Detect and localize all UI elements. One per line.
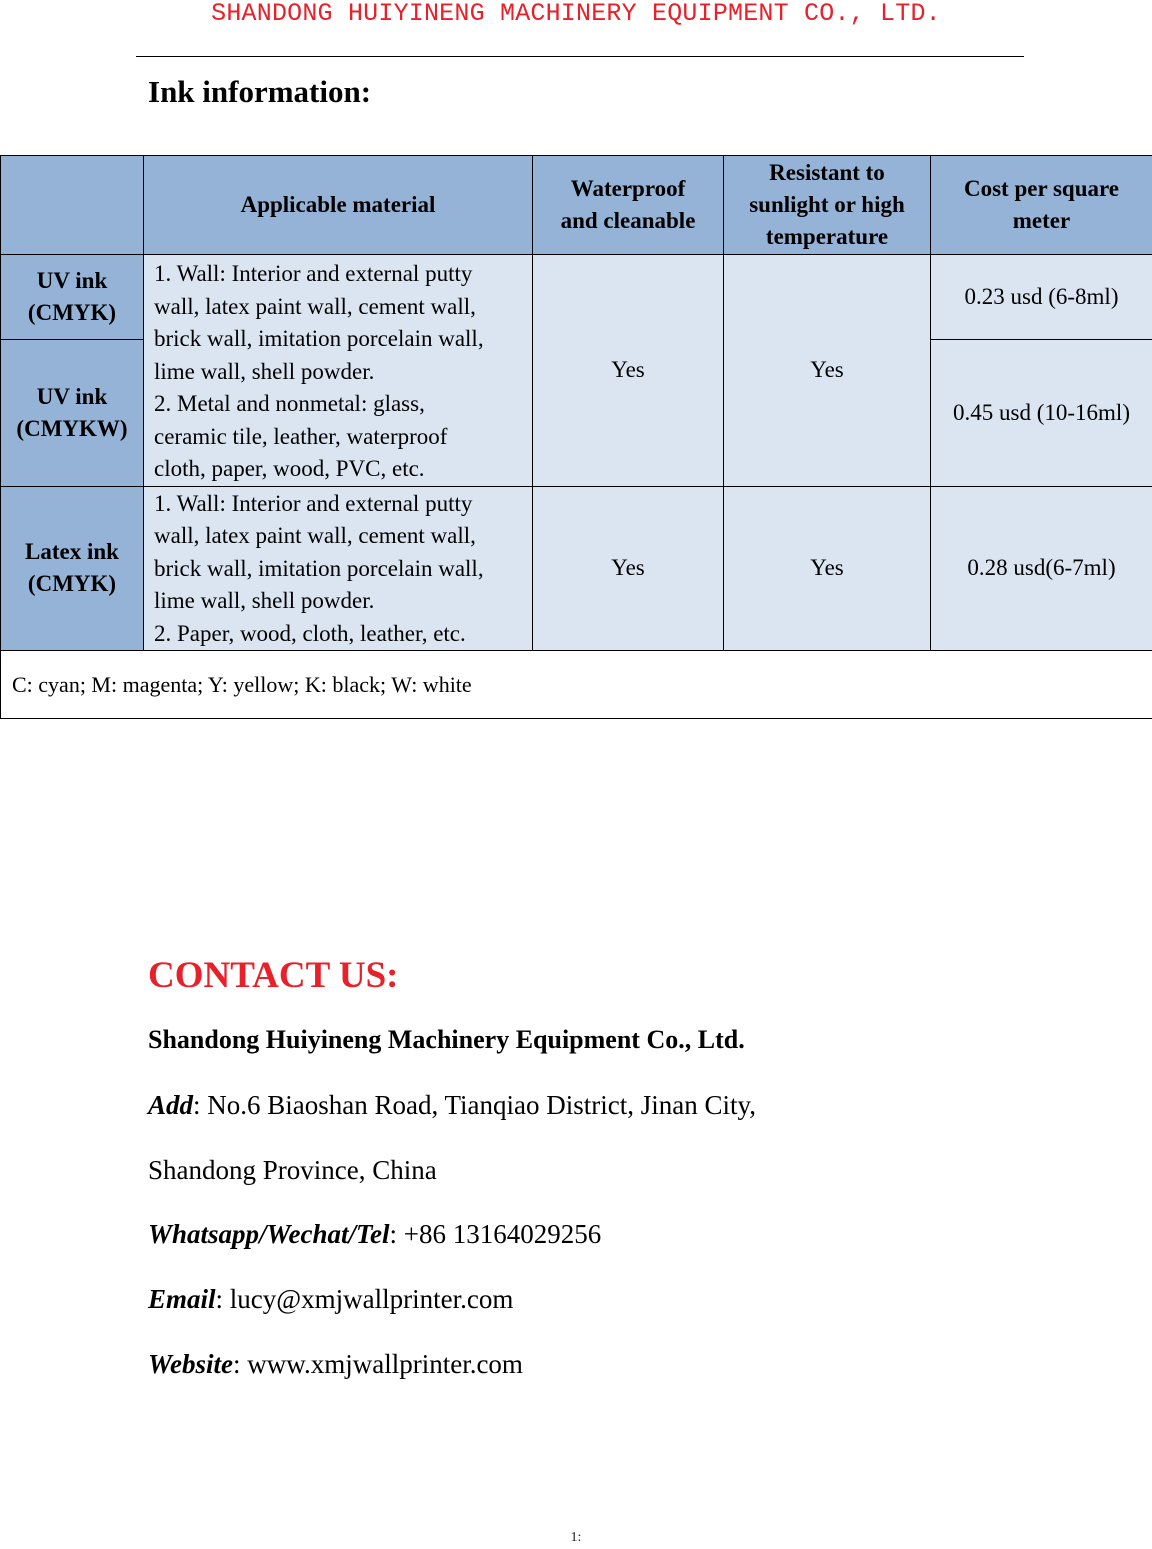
- header-waterproof: [533, 156, 724, 255]
- latex-applicable-material: [144, 486, 533, 651]
- section-title: Ink information:: [148, 74, 372, 109]
- uv-cmyk-cost: 0.23 usd (6-8ml): [931, 255, 1152, 340]
- address-label: Add: [148, 1090, 194, 1120]
- material-line: cloth, paper, wood, PVC, etc.: [154, 456, 425, 481]
- material-line: brick wall, imitation porcelain wall,: [154, 326, 484, 351]
- material-line: brick wall, imitation porcelain wall,: [154, 555, 484, 581]
- header-waterproof-line: and cleanable: [560, 208, 696, 233]
- header-applicable-material-text: Applicable material: [240, 192, 436, 217]
- uv-cmykw-cost: 0.45 usd (10-16ml): [931, 339, 1152, 486]
- uv-resistant: Yes: [724, 255, 931, 487]
- address-line-2: Shandong Province, China: [148, 1155, 437, 1185]
- table-note-row: [1, 651, 1152, 719]
- row-label-line: (CMYK): [27, 299, 117, 325]
- material-line: 2. Paper, wood, cloth, leather, etc.: [154, 620, 466, 646]
- material-line: 1. Wall: Interior and external putty: [154, 490, 473, 516]
- material-line: lime wall, shell powder.: [154, 588, 375, 613]
- header-resistant: [724, 156, 931, 255]
- uv-waterproof: Yes: [533, 255, 724, 487]
- header-cost-line: Cost per square: [963, 176, 1120, 201]
- material-line: wall, latex paint wall, cement wall,: [154, 523, 476, 548]
- row-label-line: Latex ink: [25, 539, 119, 565]
- header-resistant-line: sunlight or high: [749, 192, 905, 217]
- contact-website: [148, 1349, 523, 1380]
- contact-address: [148, 1090, 756, 1121]
- header-waterproof-line: Waterproof: [570, 176, 686, 201]
- row-label-uv-cmyk: [1, 255, 144, 340]
- uv-applicable-material: [144, 255, 533, 487]
- contact-phone: [148, 1219, 601, 1250]
- material-line: ceramic tile, leather, waterproof: [154, 423, 448, 449]
- material-line: 1. Wall: Interior and external putty: [154, 261, 473, 286]
- contact-heading: CONTACT US:: [148, 955, 399, 996]
- color-legend-note: C: cyan; M: magenta; Y: yellow; K: black; W: white: [1, 651, 1152, 719]
- header-cost: [931, 156, 1152, 255]
- row-label-line: UV ink: [36, 383, 108, 409]
- header-divider: [136, 56, 1024, 57]
- material-line: lime wall, shell powder.: [154, 358, 375, 384]
- header-applicable-material: [144, 156, 533, 255]
- contact-email: [148, 1284, 513, 1315]
- header-cost-line: meter: [1012, 208, 1071, 233]
- phone-value: : +86 13164029256: [389, 1219, 602, 1249]
- phone-label: Whatsapp/Wechat/Tel: [148, 1219, 390, 1249]
- header-blank-cell: [1, 156, 144, 255]
- latex-cost: 0.28 usd(6-7ml): [931, 486, 1152, 651]
- address-line-1: : No.6 Biaoshan Road, Tianqiao District, Jinan City,: [193, 1090, 757, 1120]
- contact-company-name: Shandong Huiyineng Machinery Equipment Co., Ltd.: [148, 1025, 745, 1054]
- company-banner: SHANDONG HUIYINENG MACHINERY EQUIPMENT CO., LTD.: [211, 0, 941, 28]
- page-number: 1:: [570, 1530, 582, 1545]
- row-label-line: (CMYK): [27, 571, 117, 597]
- email-label: Email: [148, 1284, 216, 1314]
- header-resistant-line: Resistant to: [769, 160, 885, 185]
- row-label-uv-cmykw: [1, 339, 144, 486]
- material-line: wall, latex paint wall, cement wall,: [154, 293, 476, 319]
- header-resistant-line: temperature: [765, 224, 889, 249]
- table-header-row: [1, 156, 1152, 255]
- latex-resistant: Yes: [724, 486, 931, 651]
- ink-table: [0, 155, 1152, 719]
- material-line: 2. Metal and nonmetal: glass,: [154, 391, 425, 416]
- table-row-latex: [1, 486, 1152, 651]
- row-label-latex: [1, 486, 144, 651]
- table-row-uv-cmyk: [1, 255, 1152, 340]
- row-label-line: UV ink: [36, 267, 108, 293]
- website-value[interactable]: : www.xmjwallprinter.com: [232, 1349, 523, 1379]
- row-label-line: (CMYKW): [16, 415, 128, 441]
- email-value[interactable]: : lucy@xmjwallprinter.com: [215, 1284, 514, 1314]
- latex-waterproof: Yes: [533, 486, 724, 651]
- website-label: Website: [148, 1349, 233, 1379]
